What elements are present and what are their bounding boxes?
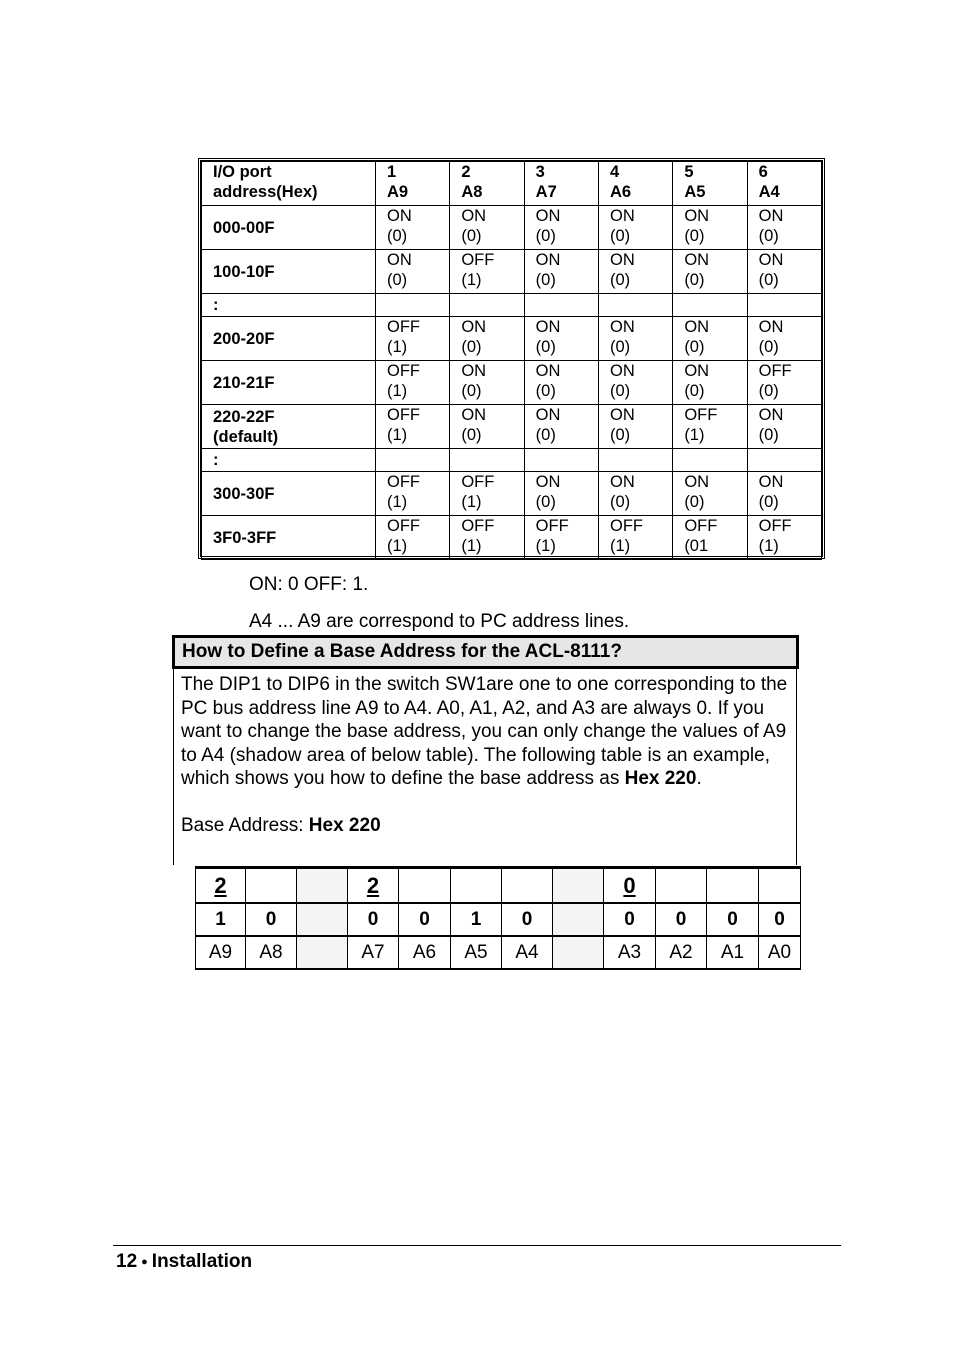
address-cell: 000-00F bbox=[202, 206, 376, 250]
hex-digit-cell bbox=[656, 868, 707, 904]
address-line-cell: A7 bbox=[348, 936, 399, 969]
switch-state-cell: ON (0) bbox=[747, 472, 821, 516]
address-cell: : bbox=[202, 294, 376, 317]
address-cell: 3F0-3FF bbox=[202, 516, 376, 560]
switch-state-cell: OFF (1) bbox=[376, 472, 450, 516]
howto-paragraph bbox=[181, 673, 796, 791]
header-dip-2: 2 A8 bbox=[450, 162, 524, 206]
bit-cell: 0 bbox=[604, 903, 656, 936]
address-cell: 300-30F bbox=[202, 472, 376, 516]
switch-state-cell: OFF (1) bbox=[524, 516, 598, 560]
switch-state-cell: ON (0) bbox=[747, 317, 821, 361]
address-line-cell bbox=[297, 936, 348, 969]
switch-state-cell bbox=[450, 294, 524, 317]
base-address-label: Base Address: bbox=[181, 815, 309, 836]
switch-state-cell bbox=[524, 294, 598, 317]
switch-state-cell: OFF (1) bbox=[376, 405, 450, 449]
switch-state-cell: ON (0) bbox=[524, 472, 598, 516]
address-bit-table bbox=[195, 866, 801, 970]
header-dip-3: 3 A7 bbox=[524, 162, 598, 206]
switch-state-cell bbox=[673, 449, 747, 472]
address-line-row bbox=[196, 936, 801, 969]
footer-rule bbox=[113, 1245, 841, 1246]
address-cell: : bbox=[202, 449, 376, 472]
switch-state-cell bbox=[450, 449, 524, 472]
table-row bbox=[202, 449, 822, 472]
switch-state-cell: ON (0) bbox=[673, 317, 747, 361]
hex-digit-cell: 2 bbox=[348, 868, 399, 904]
header-address: I/O port address(Hex) bbox=[202, 162, 376, 206]
address-line-cell: A2 bbox=[656, 936, 707, 969]
table-row bbox=[202, 317, 822, 361]
switch-state-cell: ON (0) bbox=[450, 361, 524, 405]
header-dip-5: 5 A5 bbox=[673, 162, 747, 206]
switch-state-cell: ON (0) bbox=[673, 206, 747, 250]
switch-state-cell: ON (0) bbox=[450, 405, 524, 449]
switch-state-cell: ON (0) bbox=[598, 317, 672, 361]
switch-state-cell: OFF (1) bbox=[747, 516, 821, 560]
io-table-header bbox=[202, 162, 822, 206]
switch-state-cell bbox=[598, 294, 672, 317]
address-line-cell: A9 bbox=[196, 936, 246, 969]
switch-state-cell: ON (0) bbox=[598, 250, 672, 294]
hex-digit-cell: 0 bbox=[604, 868, 656, 904]
address-cell: 100-10F bbox=[202, 250, 376, 294]
switch-state-cell: ON (0) bbox=[673, 250, 747, 294]
hex-digit-row bbox=[196, 868, 801, 904]
table-row bbox=[202, 516, 822, 560]
base-address-value: Hex 220 bbox=[308, 815, 381, 836]
hex-digit-cell bbox=[246, 868, 297, 904]
address-line-cell: A4 bbox=[502, 936, 553, 969]
address-line-cell: A6 bbox=[399, 936, 451, 969]
howto-title: How to Define a Base Address for the ACL-8111? bbox=[172, 635, 799, 669]
switch-state-cell: ON (0) bbox=[524, 317, 598, 361]
switch-state-cell: ON (0) bbox=[524, 405, 598, 449]
howto-text: The DIP1 to DIP6 in the switch SW1are one to one corresponding to the PC bus address line A9 to A4. A0, A1, A2, and A3 are always 0. If you want to change the base address, you can only change the values of A9 to A4 (shadow area of below table). The following table is an example, which shows you how to define the base address as bbox=[181, 674, 788, 789]
switch-state-cell: ON (0) bbox=[524, 206, 598, 250]
switch-state-cell: OFF (1) bbox=[673, 405, 747, 449]
io-port-table-frame bbox=[198, 158, 825, 559]
switch-state-cell bbox=[598, 449, 672, 472]
switch-state-cell: OFF (0) bbox=[747, 361, 821, 405]
io-port-table bbox=[201, 161, 822, 560]
switch-state-cell: OFF (1) bbox=[376, 317, 450, 361]
bit-cell: 0 bbox=[348, 903, 399, 936]
howto-period: . bbox=[696, 768, 702, 789]
address-line-cell: A0 bbox=[759, 936, 801, 969]
table-row bbox=[202, 250, 822, 294]
bit-value-row bbox=[196, 903, 801, 936]
page-footer bbox=[116, 1251, 252, 1273]
switch-state-cell: ON (0) bbox=[747, 206, 821, 250]
howto-hex-value: Hex 220 bbox=[624, 768, 697, 789]
hex-digit-cell bbox=[399, 868, 451, 904]
hex-digit-cell bbox=[759, 868, 801, 904]
switch-state-cell: ON (0) bbox=[450, 206, 524, 250]
switch-state-cell bbox=[376, 449, 450, 472]
bit-cell: 0 bbox=[246, 903, 297, 936]
bit-cell: 0 bbox=[656, 903, 707, 936]
switch-state-cell: ON (0) bbox=[524, 361, 598, 405]
switch-state-cell: OFF (01 bbox=[673, 516, 747, 560]
bit-cell: 0 bbox=[759, 903, 801, 936]
switch-state-cell: ON (0) bbox=[450, 317, 524, 361]
address-line-cell: A3 bbox=[604, 936, 656, 969]
address-cell: 200-20F bbox=[202, 317, 376, 361]
hex-digit-cell bbox=[451, 868, 502, 904]
switch-state-cell: ON (0) bbox=[673, 472, 747, 516]
hex-digit-cell: 2 bbox=[196, 868, 246, 904]
address-lines-note: A4 ... A9 are correspond to PC address lines. bbox=[249, 611, 630, 632]
bit-cell: 1 bbox=[196, 903, 246, 936]
table-row bbox=[202, 206, 822, 250]
switch-state-cell: ON (0) bbox=[747, 405, 821, 449]
header-dip-1: 1 A9 bbox=[376, 162, 450, 206]
hex-digit-cell bbox=[502, 868, 553, 904]
switch-state-cell: OFF (1) bbox=[598, 516, 672, 560]
switch-state-cell bbox=[524, 449, 598, 472]
address-cell: 220-22F (default) bbox=[202, 405, 376, 449]
bit-cell bbox=[553, 903, 604, 936]
hex-digit-cell bbox=[297, 868, 348, 904]
hex-digit-cell bbox=[707, 868, 759, 904]
switch-state-cell: ON (0) bbox=[598, 361, 672, 405]
bit-cell: 0 bbox=[399, 903, 451, 936]
address-line-cell bbox=[553, 936, 604, 969]
bit-cell: 0 bbox=[502, 903, 553, 936]
switch-state-cell bbox=[376, 294, 450, 317]
address-line-cell: A1 bbox=[707, 936, 759, 969]
howto-body bbox=[173, 669, 797, 865]
switch-state-cell bbox=[747, 449, 821, 472]
switch-state-cell: ON (0) bbox=[598, 405, 672, 449]
table-row bbox=[202, 294, 822, 317]
switch-state-cell: OFF (1) bbox=[376, 516, 450, 560]
switch-state-cell: ON (0) bbox=[598, 472, 672, 516]
switch-state-cell bbox=[747, 294, 821, 317]
page-number: 12 bbox=[116, 1251, 138, 1273]
switch-state-cell: ON (0) bbox=[747, 250, 821, 294]
header-dip-6: 6 A4 bbox=[747, 162, 821, 206]
switch-state-cell: ON (0) bbox=[673, 361, 747, 405]
bit-cell: 0 bbox=[707, 903, 759, 936]
address-line-cell: A8 bbox=[246, 936, 297, 969]
table-row bbox=[202, 472, 822, 516]
table-row bbox=[202, 405, 822, 449]
section-name: Installation bbox=[151, 1251, 253, 1273]
switch-state-cell bbox=[673, 294, 747, 317]
switch-state-cell: OFF (1) bbox=[450, 472, 524, 516]
on-off-note: ON: 0 OFF: 1. bbox=[249, 574, 369, 595]
base-address-line bbox=[181, 814, 796, 838]
table-row bbox=[202, 361, 822, 405]
switch-state-cell: ON (0) bbox=[524, 250, 598, 294]
switch-state-cell: ON (0) bbox=[376, 250, 450, 294]
hex-digit-cell bbox=[553, 868, 604, 904]
bit-cell: 1 bbox=[451, 903, 502, 936]
switch-state-cell: OFF (1) bbox=[450, 516, 524, 560]
switch-state-cell: ON (0) bbox=[598, 206, 672, 250]
bit-cell bbox=[297, 903, 348, 936]
address-cell: 210-21F bbox=[202, 361, 376, 405]
bullet-icon: ● bbox=[141, 1256, 148, 1268]
switch-state-cell: OFF (1) bbox=[450, 250, 524, 294]
switch-state-cell: ON (0) bbox=[376, 206, 450, 250]
header-dip-4: 4 A6 bbox=[598, 162, 672, 206]
switch-state-cell: OFF (1) bbox=[376, 361, 450, 405]
address-line-cell: A5 bbox=[451, 936, 502, 969]
